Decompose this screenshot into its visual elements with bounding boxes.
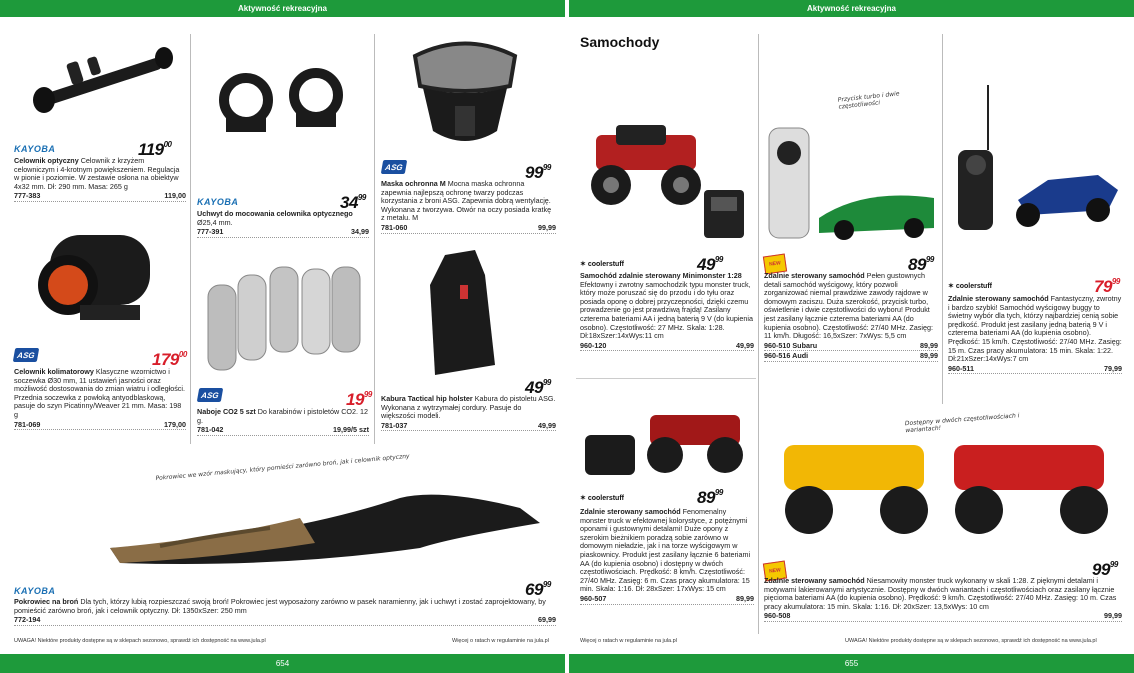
new-badge: NEW: [763, 561, 787, 582]
page-number-right: 655: [844, 659, 859, 668]
product-code-row: [580, 595, 754, 605]
price-main: 79: [1094, 277, 1112, 296]
brand-logo-kayoba: KAYOBA: [197, 197, 239, 207]
product-code-row: [14, 192, 186, 202]
header-left: [0, 0, 565, 17]
product-code: 960-508: [764, 611, 791, 621]
brand-name: coolerstuff: [587, 495, 624, 502]
product-code-price: 34,99: [351, 227, 369, 237]
section-header-right: Aktywność rekreacyjna: [807, 4, 896, 13]
product-name: Celownik optyczny: [14, 156, 79, 165]
divider: [190, 34, 191, 444]
product-code-price: 49,99: [736, 340, 754, 350]
brand-logo-coolerstuff: ✶ coolerstuff: [580, 495, 624, 502]
product-name: Maska ochronna M: [381, 179, 446, 188]
product-desc: Mocna maska ochronna zapewnia najlepszą ochronę twarzy podczas korzystania z broni ASG. Zapewnia dobrą wentylację. Wykonana z tworzywa. Otwór na oczy posiada kratkę z metalu. M: [381, 179, 552, 223]
monster-red-image: [580, 385, 755, 485]
brand-logo-coolerstuff: ✶ coolerstuff: [580, 261, 624, 268]
product-code-price: 119,00: [164, 191, 186, 201]
price-cents: 99: [542, 163, 551, 172]
product-code-row: [948, 365, 1122, 375]
product-code-price: 49,99: [538, 420, 556, 430]
product-code-price: 99,99: [538, 222, 556, 232]
product-code-row: [14, 616, 556, 626]
product-name: Zdalnie sterowany samochód: [948, 294, 1049, 303]
brand-logo-asg: ASG: [197, 388, 223, 402]
product-minimonster: [580, 272, 754, 351]
product-code: 960-120: [580, 340, 607, 350]
product-code: 960-507: [580, 593, 607, 603]
page-number-left: 654: [275, 659, 290, 668]
product-desc: Celownik z krzyżem celowniczym i 4-krotnym powiększeniem. Regulacja w pionie i poziomie. W zestawie osłona na obiektyw 4x32 mm. Dł: 290 mm. Masa: 265 g: [14, 156, 180, 191]
footnote-right-2: UWAGA! Niektóre produkty dostępne są w sklepach sezonowo, sprawdź ich dostępność na www.jula.pl: [845, 638, 1097, 644]
price-main: 49: [525, 378, 543, 397]
price-main: 89: [697, 488, 715, 507]
section-header-left: Aktywność rekreacyjna: [238, 4, 327, 13]
price-cents: 99: [542, 580, 551, 589]
mount-image: [196, 60, 366, 150]
code-label: Subaru: [792, 340, 818, 350]
product-code-row: [764, 352, 938, 362]
product-code-price: 19,99/5 szt: [333, 425, 369, 435]
price-main: 19: [346, 390, 364, 409]
price-cents: 99: [542, 378, 551, 387]
price-monster-red: [697, 488, 723, 508]
product-code-price: 179,00: [164, 419, 186, 429]
divider: [576, 378, 756, 379]
product-buggy: [948, 295, 1122, 374]
product-gunbag: [14, 598, 556, 626]
product-desc: Niesamowity monster truck wykonany w skali 1:28. Z pięknymi detalami i motywami lakierowanymi artystycznie. Dostępny w dwóch wariantach i częstotliwościach oraz zasilany łącznie pięcioma bateriami AA (do kupienia osobno). Prędkość: 9 km/h. Częstotliwość: 27/40 MHz. Zasięg: 10 m. Czas pracy akumulatora: 15 min. Skala: 1:16. Dł: 20xSzer: 13,5xWys: 10 cm: [764, 576, 1117, 611]
price-main: 34: [340, 193, 358, 212]
price-cents: 99: [925, 255, 934, 264]
product-code-row: [197, 426, 369, 436]
footer-left: [0, 654, 565, 673]
minimonster-image: [576, 115, 756, 245]
product-name: Kabura Tactical hip holster: [381, 394, 473, 403]
product-code-price: 89,99: [920, 351, 938, 361]
brand-logo-asg: ASG: [381, 160, 407, 174]
product-co2: [197, 408, 369, 436]
product-code-row: [381, 224, 556, 234]
product-code: 772-194: [14, 615, 41, 625]
divider: [758, 34, 759, 634]
product-desc: Kabura do pistoletu ASG. Wykonana z wytrzymałej cordury. Pasuje do większości modeli.: [381, 394, 556, 421]
code-line: [764, 342, 938, 351]
section-title-cars: Samochody: [580, 34, 660, 50]
footnote-left: UWAGA! Niektóre produkty dostępne są w sklepach sezonowo, sprawdź ich dostępność na www.jula.pl: [14, 638, 266, 644]
brand-name: coolerstuff: [587, 261, 624, 268]
holster-image: [415, 245, 505, 385]
product-code-price: 99,99: [1104, 611, 1122, 621]
new-badge: NEW: [763, 254, 787, 275]
product-code-row: [764, 612, 1122, 622]
divider: [374, 34, 375, 444]
brand-logo-coolerstuff: ✶ coolerstuff: [948, 283, 992, 290]
code-line: [764, 352, 938, 361]
footer-right: [569, 654, 1134, 673]
product-code-row: [14, 421, 186, 431]
price-cents: 00: [163, 140, 172, 149]
gunbag-image: [100, 478, 560, 578]
buggy-image: [948, 80, 1128, 240]
product-name: Pokrowiec na broń: [14, 597, 79, 606]
code-label: Audi: [792, 351, 809, 361]
brand-logo-kayoba: KAYOBA: [14, 586, 56, 596]
product-code: 781-069: [14, 419, 41, 429]
product-code: 960-511: [948, 363, 974, 373]
reddot-image: [20, 215, 170, 335]
product-code: [764, 342, 817, 351]
price-main: 49: [697, 255, 715, 274]
product-desc: Fantastyczny, zwrotny i bardzo szybki! Samochód wyścigowy buggy to świetny wybór dla tych, którzy najbardziej cenią sobie prędkość. Produkt jest zasilany jedną baterią 9 V i czterema bateriami AA (do kupienia osobno). Prędkość: 15 km/h. Częstotliwość: 27/40 MHz. Zasięg: 15 m. Czas pracy akumulatora: 15 min. Skala: 1:22. Dł:21xSzer:14xWys:7 cm: [948, 294, 1122, 364]
racing-handnote: Przycisk turbo i dwie częstotliwości: [837, 90, 900, 111]
price-cents: 99: [714, 255, 723, 264]
price-main: 89: [908, 255, 926, 274]
product-name: Naboje CO2 5 szt: [197, 407, 256, 416]
product-code-row: [197, 228, 369, 238]
price-cents: 99: [714, 488, 723, 497]
product-code-price: 89,99: [736, 593, 754, 603]
product-code-price: 69,99: [538, 615, 556, 625]
product-mount: [197, 210, 369, 238]
product-code: 777-383: [14, 191, 41, 201]
product-desc: Efektowny i zwrotny samochodzik typu monster truck, który może poruszać się do przodu i do tyłu oraz posiada oponę o dobrej przyczepności, dzięki czemu prowadzenie go jest prawdziwą frajdą! Zasilany czterema bateriami AA i jedną baterią 9 V (do kupienia osobno). Częstotliwość: 27 MHz. Skala: 1:28. Dł:18xSzer:14xWys:11 cm: [580, 279, 753, 341]
monster-big-handnote: Dostępny w dwóch częstotliwościach i wariantach!: [904, 412, 1020, 435]
price-cents: 99: [1111, 277, 1120, 286]
product-monster-big: [764, 577, 1122, 622]
price-main: 179: [152, 350, 179, 369]
product-holster: [381, 395, 556, 431]
price-main: 69: [525, 580, 543, 599]
product-code: 777-391: [197, 227, 224, 237]
header-right: [569, 0, 1134, 17]
product-name: Zdalnie sterowany samochód: [764, 271, 865, 280]
product-name: Celownik kolimatorowy: [14, 367, 94, 376]
brand-name: coolerstuff: [955, 283, 992, 290]
product-desc: Ø25,4 mm.: [197, 217, 233, 227]
product-code-price: 89,99: [920, 340, 938, 350]
price-cents: 99: [1109, 560, 1118, 569]
code-id: 960-516: [764, 351, 791, 361]
price-main: 99: [525, 163, 543, 182]
product-code-row: [580, 342, 754, 352]
product-desc: Klasyczne wzornictwo i soczewka Ø30 mm, 11 ustawień jasności oraz możliwość dostosowania do zmian wiatru i odległości. Przednia soczewka z powłoką antyodblaskową, pasuje do szyn Picatinny/Weaver 21 mm. Masa: 198 g: [14, 367, 185, 419]
code-id: 960-510: [764, 340, 791, 350]
price-cents: 00: [178, 350, 187, 359]
product-name: Zdalnie sterowany samochód: [764, 576, 865, 585]
gunbag-handnote: Pokrowiec we wzór maskujący, który pomieści zarówno broń, jak i celownik optyczny: [155, 452, 410, 483]
racing-image: [764, 118, 939, 248]
mask-image: [405, 36, 525, 151]
brand-logo-asg: ASG: [13, 348, 39, 362]
product-desc: Pełen gustownych detali samochód wyścigowy, który pozwoli zorganizować niemal prawdziwe zawody rajdowe w domowym zaciszu. Duża szerokość, przycisk turbo, oświetlenie i dwie częstotliwości do wyboru! Produkt jest zasilany łącznie czterema bateriami AA (do kupienia osobno). Częstotliwość: 27/40 MHz. Zasięg: 11 km/h. Długość: 16,5xSzer: 7xWys: 5,5 cm: [764, 271, 933, 341]
product-code: 781-037: [381, 420, 408, 430]
product-code: 781-042: [197, 425, 224, 435]
product-desc: Dla tych, którzy lubią rozpieszczać swoją broń! Pokrowiec jest wyposażony zarówno w pasek naramienny, jak i uchwyt i zostać zaprojektowany, by pomieścić zarówno broń, jak i celownik optyczny. Dł: 1350xSzer: 250 mm: [14, 597, 546, 615]
footnote-right: Więcej o ratach w regulaminie na jula.pl: [580, 638, 677, 644]
product-desc: Fenomenalny monster truck w efektownej kolorystyce, z potężnymi oponami i gustownymi detalami! Duże opony z szerokim bieżnikiem poradzą sobie zarówno w domowym nieładzie, jak i na torze wyścigowym w piaskownicy. Produkt jest zasilany łącznie 6 bateriami AA (do kupienia osobno) i dostępny w dwóch częstotliwościach. Prędkość: 8 km/h. Częstotliwość: 27/40 MHz. Zasięg: 6 m. Czas pracy akumulatora: 15 min. Skala: 1:16. Dł: 28xSzer: 17xWys: 15 cm: [580, 507, 751, 594]
product-desc: Do karabinów i pistoletów CO2. 12 g.: [197, 407, 368, 425]
product-code-row: [381, 422, 556, 432]
brand-logo-kayoba: KAYOBA: [14, 144, 56, 154]
product-code-price: 79,99: [1104, 363, 1122, 373]
co2-image: [198, 255, 368, 385]
price-main: 119: [138, 140, 164, 159]
product-code: [764, 352, 808, 361]
product-reddot: [14, 368, 186, 430]
product-racing: [764, 272, 938, 362]
divider: [942, 34, 943, 404]
price-main: 99: [1092, 560, 1110, 579]
monster-big-image: [764, 425, 1124, 545]
product-scope: [14, 157, 186, 202]
footnote-left-2: Więcej o ratach w regulaminie na jula.pl: [452, 638, 549, 644]
price-cents: 99: [363, 390, 372, 399]
product-code: 781-060: [381, 222, 408, 232]
product-monster-red: [580, 508, 754, 605]
product-name: Samochód zdalnie sterowany Minimonster 1:28: [580, 271, 742, 280]
scope-image: [14, 40, 184, 120]
price-cents: 99: [357, 193, 366, 202]
product-mask: [381, 180, 556, 234]
product-code-row: [764, 342, 938, 352]
product-name: Zdalnie sterowany samochód: [580, 507, 681, 516]
product-name: Uchwyt do mocowania celownika optycznego: [197, 209, 353, 218]
